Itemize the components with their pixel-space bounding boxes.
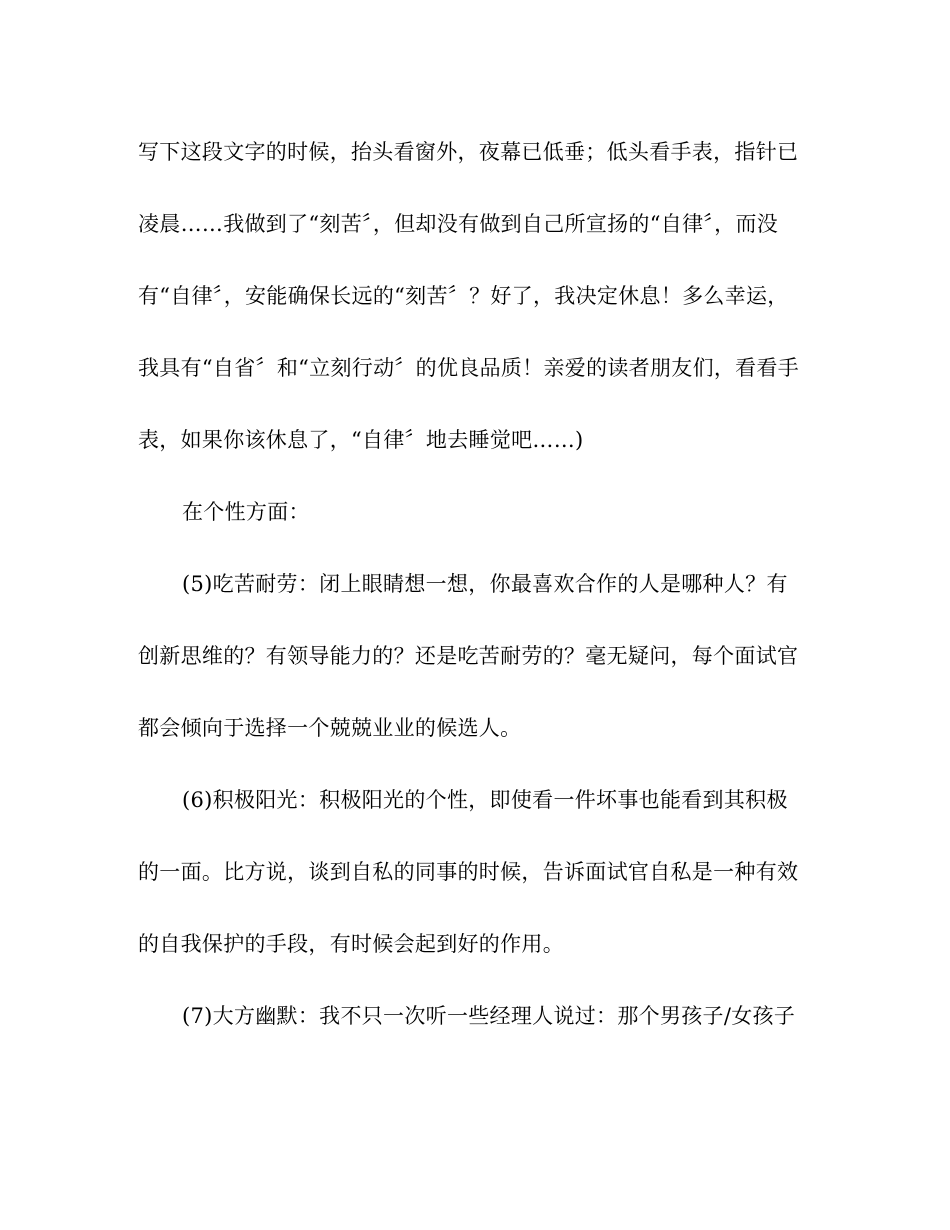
text-line-5: 表，如果你该休息了，“自律〞地去睡觉吧……) bbox=[138, 428, 584, 452]
text-line-13: (7)大方幽默：我不只一次听一些经理人说过：那个男孩子/女孩子 bbox=[182, 1004, 796, 1028]
text-line-3: 有“自律〞，安能确保长远的“刻苦〞？好了，我决定休息！多么幸运， bbox=[138, 284, 789, 308]
text-line-12: 的自我保护的手段，有时候会起到好的作用。 bbox=[138, 932, 564, 956]
text-line-1: 写下这段文字的时候，抬头看窗外，夜幕已低垂；低头看手表，指针已 bbox=[138, 140, 799, 164]
text-line-9: 都会倾向于选择一个兢兢业业的候选人。 bbox=[138, 716, 522, 740]
text-line-4: 我具有“自省〞和“立刻行动〞的优良品质！亲爱的读者朋友们，看看手 bbox=[138, 356, 800, 380]
text-line-10: (6)积极阳光：积极阳光的个性，即使看一件坏事也能看到其积极 bbox=[182, 788, 788, 812]
text-line-2: 凌晨……我做到了“刻苦〞，但却没有做到自己所宣扬的“自律〞，而没 bbox=[138, 212, 779, 236]
section-heading-personality: 在个性方面： bbox=[182, 500, 310, 524]
text-line-11: 的一面。比方说，谈到自私的同事的时候，告诉面试官自私是一种有效 bbox=[138, 860, 799, 884]
text-line-7: (5)吃苦耐劳：闭上眼睛想一想，你最喜欢合作的人是哪种人？有 bbox=[182, 572, 788, 596]
text-line-8: 创新思维的？有领导能力的？还是吃苦耐劳的？毫无疑问，每个面试官 bbox=[138, 644, 799, 668]
